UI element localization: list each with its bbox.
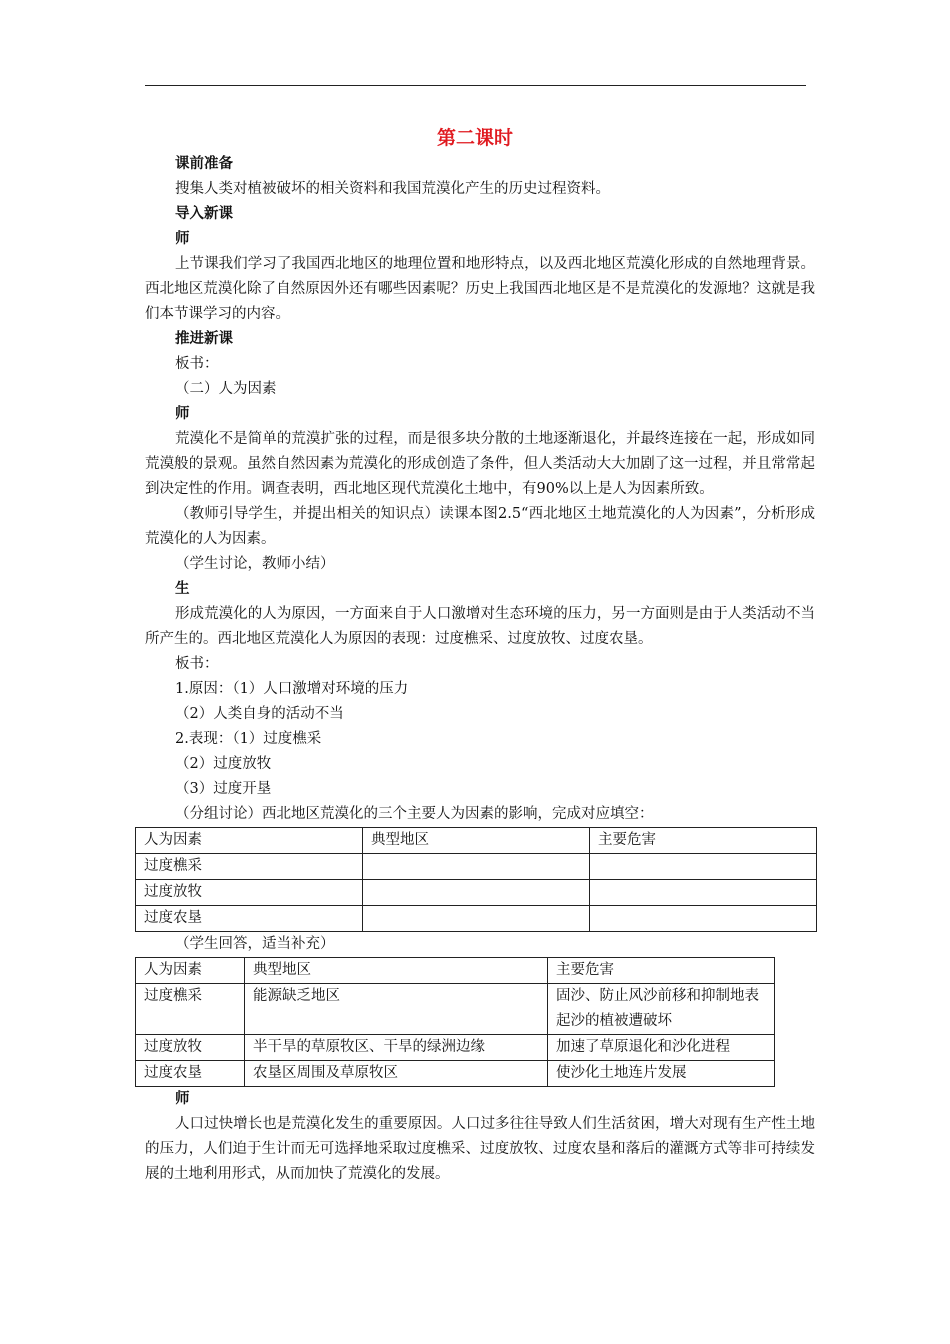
advance-heading: 推进新课 <box>175 331 233 347</box>
student-text: 形成荒漠化的人为原因，一方面来自于人口激增对生态环境的压力，另一方面则是由于人类活动不当所产生的。西北地区荒漠化人为原因的表现：过度樵采、过度放牧、过度农垦。 <box>145 606 815 647</box>
board-line: （2）人类自身的活动不当 <box>175 706 344 722</box>
table-header: 主要危害 <box>548 958 775 984</box>
table-cell <box>590 906 817 932</box>
table-cell: 过度放牧 <box>136 880 363 906</box>
table-row <box>136 984 775 1035</box>
teacher-speaker: 师 <box>175 406 190 422</box>
table-cell: 加速了草原退化和沙化进程 <box>548 1035 775 1061</box>
table-cell: 固沙、防止风沙前移和抑制地表起沙的植被遭破坏 <box>548 984 775 1035</box>
prep-heading: 课前准备 <box>175 156 233 172</box>
table-cell: 过度放牧 <box>136 1035 245 1061</box>
table-header-row <box>136 828 817 854</box>
blank-table <box>135 827 817 932</box>
table-cell: 农垦区周围及草原牧区 <box>245 1061 548 1087</box>
table-cell: 过度樵采 <box>136 984 245 1035</box>
answer-table <box>135 957 775 1087</box>
table-cell <box>363 854 590 880</box>
table-header-row <box>136 958 775 984</box>
document-body <box>145 152 815 1187</box>
intro-heading: 导入新课 <box>175 206 233 222</box>
table-row <box>136 1035 775 1061</box>
table-cell: 使沙化土地连片发展 <box>548 1061 775 1087</box>
table-cell <box>590 854 817 880</box>
table-cell: 能源缺乏地区 <box>245 984 548 1035</box>
teacher-text: 荒漠化不是简单的荒漠扩张的过程，而是很多块分散的土地逐渐退化，并最终连接在一起，形成如同荒漠般的景观。虽然自然因素为荒漠化的形成创造了条件，但人类活动大大加剧了这一过程，并且常常起到决定性的作用。调查表明，西北地区现代荒漠化土地中，有90%以上是人为因素所致。 <box>145 431 815 497</box>
board-line: （3）过度开垦 <box>175 781 272 797</box>
table-header: 人为因素 <box>136 958 245 984</box>
board-label: 板书： <box>175 356 219 372</box>
board-line: 1.原因：（1）人口激增对环境的压力 <box>175 681 409 697</box>
board-line: （2）过度放牧 <box>175 756 272 772</box>
table-row <box>136 854 817 880</box>
board-label-2: 板书： <box>175 656 219 672</box>
prep-text: 搜集人类对植被破坏的相关资料和我国荒漠化产生的历史过程资料。 <box>175 181 610 197</box>
table-row <box>136 880 817 906</box>
table-cell: 过度农垦 <box>136 906 363 932</box>
table-cell: 过度农垦 <box>136 1061 245 1087</box>
page-title: 第二课时 <box>436 127 513 149</box>
discussion-note: （学生讨论，教师小结） <box>175 556 335 572</box>
table-header: 主要危害 <box>590 828 817 854</box>
table-row <box>136 906 817 932</box>
board-line: 2.表现：（1）过度樵采 <box>175 731 322 747</box>
student-speaker: 生 <box>175 581 190 597</box>
table-header: 人为因素 <box>136 828 363 854</box>
table-header: 典型地区 <box>363 828 590 854</box>
closing-speaker: 师 <box>175 1091 190 1107</box>
table-cell <box>590 880 817 906</box>
guide-text: （教师引导学生，并提出相关的知识点）读课本图2.5“西北地区土地荒漠化的人为因素”，分析形成荒漠化的人为因素。 <box>145 506 815 547</box>
intro-speaker: 师 <box>175 231 190 247</box>
group-task: （分组讨论）西北地区荒漠化的三个主要人为因素的影响，完成对应填空： <box>175 806 654 822</box>
table-cell: 过度樵采 <box>136 854 363 880</box>
header-rule <box>145 85 806 86</box>
table-cell <box>363 880 590 906</box>
board-item: （二）人为因素 <box>175 381 277 397</box>
table-cell: 半干旱的草原牧区、干旱的绿洲边缘 <box>245 1035 548 1061</box>
table-cell <box>363 906 590 932</box>
answer-note: （学生回答，适当补充） <box>175 936 335 952</box>
table-row <box>136 1061 775 1087</box>
intro-text: 上节课我们学习了我国西北地区的地理位置和地形特点，以及西北地区荒漠化形成的自然地理背景。西北地区荒漠化除了自然原因外还有哪些因素呢？历史上我国西北地区是不是荒漠化的发源地？这就是我们本节课学习的内容。 <box>145 256 815 322</box>
closing-text: 人口过快增长也是荒漠化发生的重要原因。人口过多往往导致人们生活贫困，增大对现有生产性土地的压力，人们迫于生计而无可选择地采取过度樵采、过度放牧、过度农垦和落后的灌溉方式等非可持续发展的土地利用形式，从而加快了荒漠化的发展。 <box>145 1116 815 1182</box>
table-header: 典型地区 <box>245 958 548 984</box>
